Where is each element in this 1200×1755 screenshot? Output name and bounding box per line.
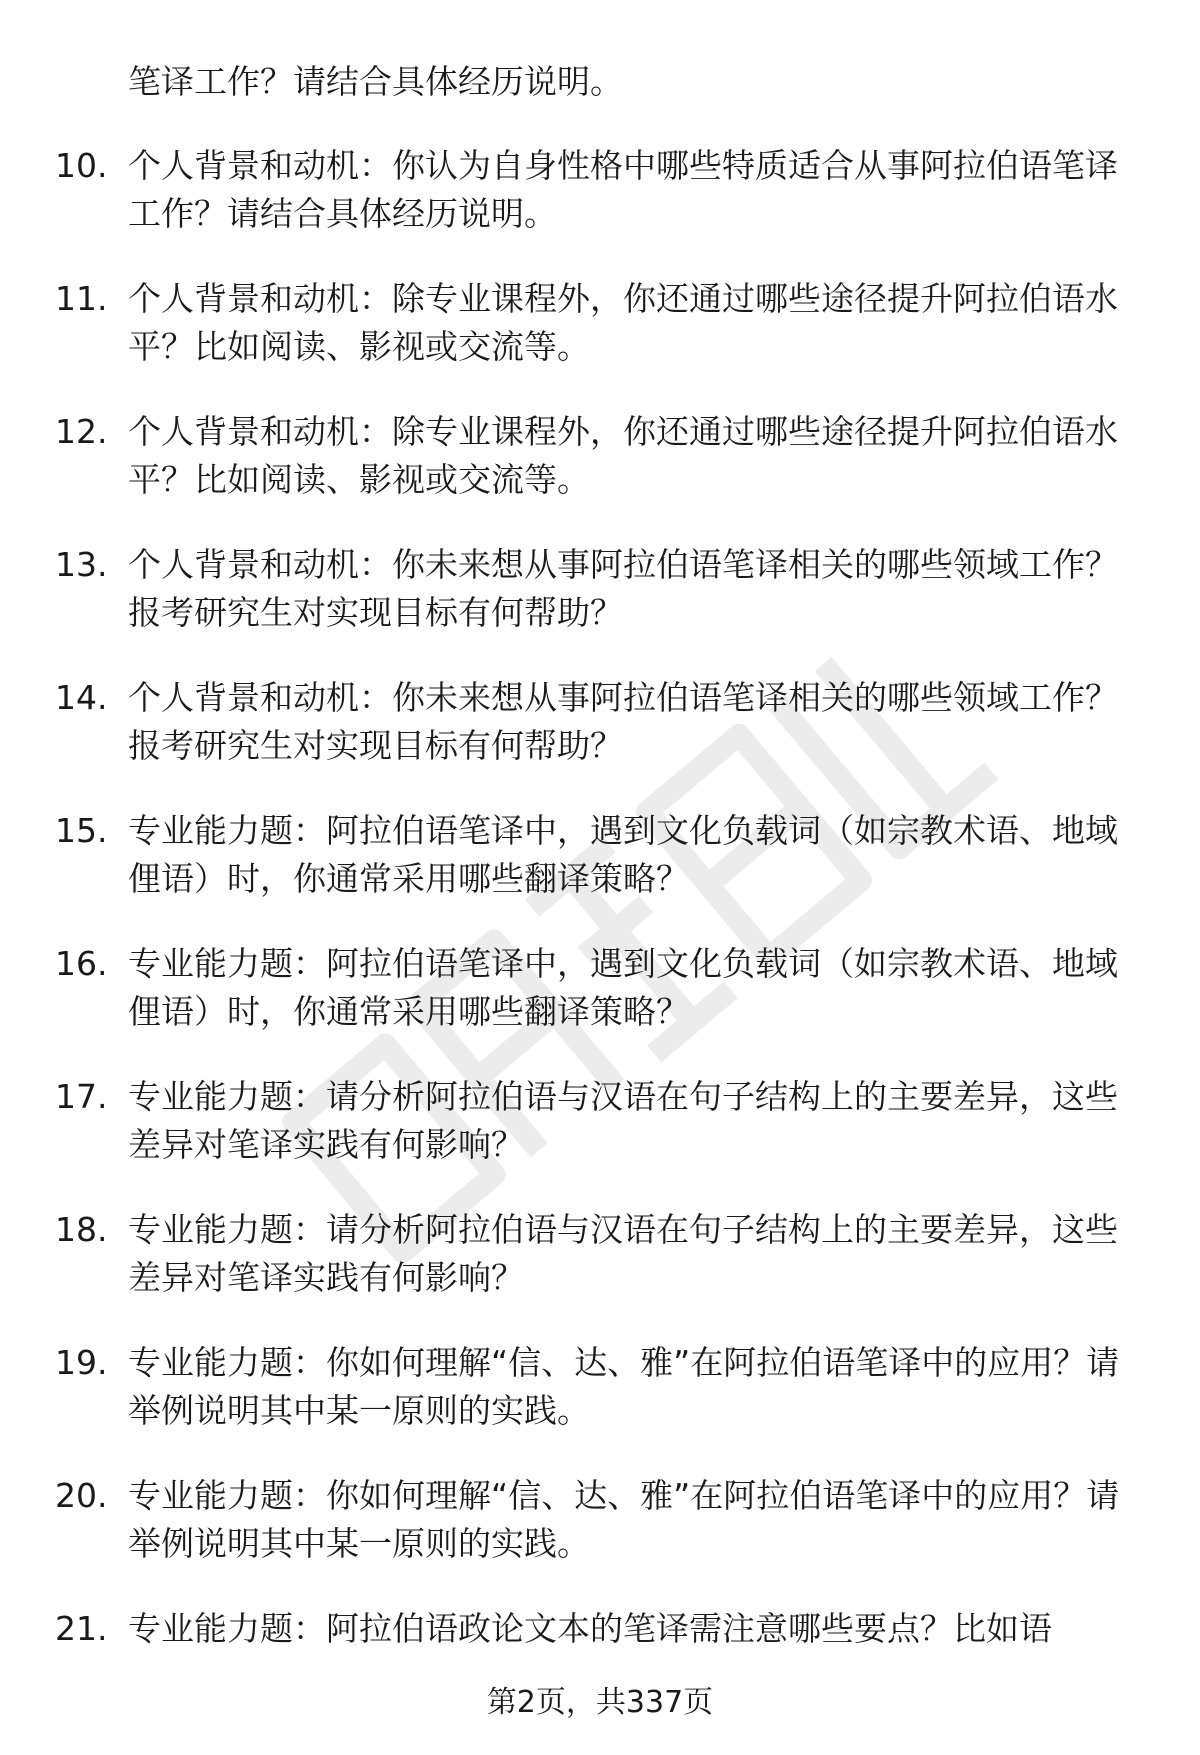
- question-number: 12.: [55, 412, 108, 451]
- question-number: 18.: [55, 1210, 108, 1249]
- question-number: 15.: [55, 811, 108, 850]
- question-number: 13.: [55, 545, 108, 584]
- question-text: 专业能力题：你如何理解“信、达、雅”在阿拉伯语笔译中的应用？请举例说明其中某一原则的实践。: [128, 1343, 1120, 1430]
- question-item-12: [0, 408, 1200, 541]
- question-text: 专业能力题：你如何理解“信、达、雅”在阿拉伯语笔译中的应用？请举例说明其中某一原则的实践。: [128, 1476, 1120, 1563]
- question-item-13: [0, 541, 1200, 674]
- question-number: 19.: [55, 1343, 108, 1382]
- question-text: 专业能力题：请分析阿拉伯语与汉语在句子结构上的主要差异，这些差异对笔译实践有何影响？: [128, 1210, 1118, 1297]
- question-number: 17.: [55, 1077, 108, 1116]
- question-item-16: [0, 940, 1200, 1073]
- question-text: 专业能力题：阿拉伯语笔译中，遇到文化负载词（如宗教术语、地域俚语）时，你通常采用哪些翻译策略？: [128, 811, 1118, 898]
- question-list: [0, 142, 1200, 1738]
- question-text: 专业能力题：阿拉伯语笔译中，遇到文化负载词（如宗教术语、地域俚语）时，你通常采用哪些翻译策略？: [128, 944, 1118, 1031]
- question-item-20: [0, 1472, 1200, 1605]
- question-item-11: [0, 275, 1200, 408]
- question-text: 个人背景和动机：你未来想从事阿拉伯语笔译相关的哪些领域工作？报考研究生对实现目标有何帮助？: [128, 678, 1118, 765]
- question-number: 21.: [55, 1609, 108, 1648]
- question-item-17: [0, 1073, 1200, 1206]
- question-text: 个人背景和动机：你未来想从事阿拉伯语笔译相关的哪些领域工作？报考研究生对实现目标有何帮助？: [128, 545, 1118, 632]
- question-number: 10.: [55, 146, 108, 185]
- continued-question-text: 笔译工作？请结合具体经历说明。: [128, 62, 623, 101]
- question-text: 个人背景和动机：除专业课程外，你还通过哪些途径提升阿拉伯语水平？比如阅读、影视或交流等。: [128, 412, 1118, 499]
- question-text: 个人背景和动机：除专业课程外，你还通过哪些途径提升阿拉伯语水平？比如阅读、影视或交流等。: [128, 279, 1118, 366]
- question-number: 16.: [55, 944, 108, 983]
- question-item-14: [0, 674, 1200, 807]
- question-text: 专业能力题：阿拉伯语政论文本的笔译需注意哪些要点？比如语: [128, 1609, 1052, 1648]
- question-number: 14.: [55, 678, 108, 717]
- question-item-10: [0, 142, 1200, 275]
- page-footer: 第2页，共337页: [486, 1685, 714, 1720]
- question-item-18: [0, 1206, 1200, 1339]
- question-item-19: [0, 1339, 1200, 1472]
- question-text: 专业能力题：请分析阿拉伯语与汉语在句子结构上的主要差异，这些差异对笔译实践有何影响？: [128, 1077, 1118, 1164]
- question-number: 20.: [55, 1476, 108, 1515]
- question-number: 11.: [55, 279, 108, 318]
- question-item-15: [0, 807, 1200, 940]
- question-text: 个人背景和动机：你认为自身性格中哪些特质适合从事阿拉伯语笔译工作？请结合具体经历说明。: [128, 146, 1118, 233]
